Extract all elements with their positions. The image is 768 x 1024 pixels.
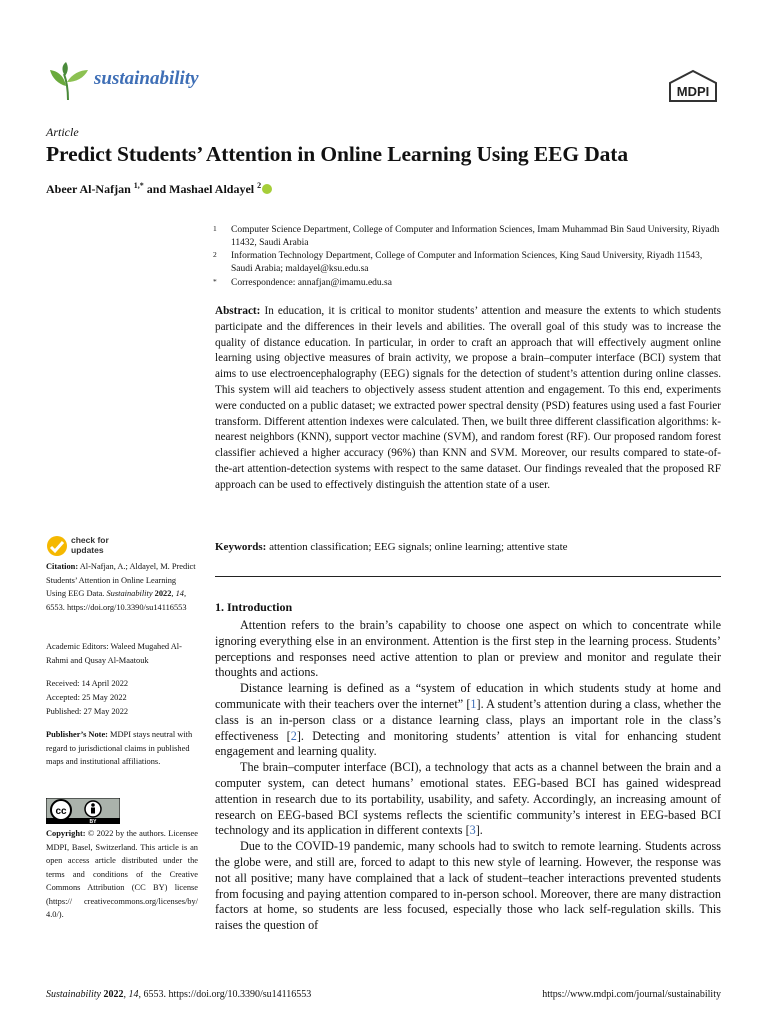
keywords bbox=[215, 541, 721, 553]
section-heading: 1. Introduction bbox=[215, 600, 293, 614]
footer-year: 2022 bbox=[101, 989, 124, 1000]
keywords-label: Keywords: bbox=[215, 541, 267, 553]
copyright-text: © 2022 by the authors. Licensee MDPI, Basel, Switzerland. This article is an open access article distributed under the terms and conditions of the Creative Commons Attribution (CC BY) license (https:// creativecommons.org/licenses/by/ 4.0/). bbox=[46, 829, 198, 919]
orcid-icon[interactable] bbox=[262, 184, 272, 194]
received-date: Received: 14 April 2022 bbox=[46, 679, 129, 688]
citation-link[interactable]: 2 bbox=[290, 728, 297, 743]
abstract-text: In education, it is critical to monitor students’ attention and measure the extents to which students participate and the differences in their levels and abilities. The overall goal of this study was to increase the quality of distance education. In particular, in order to craft an approach that will effectively augment online learning using objective measures of brain activity, we propose a brain–computer interface (BCI) system that aims to use electroencephalography (EEG) signals for the detection of student’s attention during online classes. This system will aid teachers to objectively assess student attention and engagement. To this end, experiments were conducted on a public dataset; we extracted power spectral density (PSD) features using used a fast Fourier transform. Different attention indexes were calculated. Then, we built three different classification algorithms: k-nearest neighbors (KNN), support vector machine (SVM), and random forest (RF). Our proposed random forest classifier achieved a higher accuracy (96%) than KNN and SVM. Moreover, our results compared to state-of-the-art attention-detection systems with respect to the same dataset. Our findings revealed that the proposed RF approach can be used to effectively distinguish the attention state of a user. bbox=[215, 305, 721, 491]
paragraph bbox=[215, 681, 721, 760]
sustainability-logo-icon bbox=[46, 62, 90, 102]
paragraph-text: ]. bbox=[475, 823, 483, 838]
abstract bbox=[215, 304, 721, 494]
footer-citation bbox=[46, 989, 311, 1000]
paper-title: Predict Students’ Attention in Online Learning Using EEG Data bbox=[46, 142, 629, 166]
abstract-label: Abstract: bbox=[215, 305, 261, 317]
footer-journal: Sustainability bbox=[46, 989, 101, 1000]
paragraph-text: ]. A student’s attention during a class, whether the class is an in-person class or a distance learning class, plays an important role in the class’s effectiveness [ bbox=[215, 696, 721, 743]
citation-label: Citation: bbox=[46, 562, 79, 571]
citation-block bbox=[46, 560, 198, 614]
paragraph: Due to the COVID-19 pandemic, many schools had to switch to remote learning. Students across the globe were, and still are, forced to adapt to this new style of learning. However, the response was not all positive; many have complained that a lack of student–teacher interactions prevented students from focusing and paying attention compared to in-person school. Moreover, there are many distraction factors at home, so students are less focused, especially those who lack self-regulation skills. This raises the question of bbox=[215, 839, 721, 933]
section-divider bbox=[215, 576, 721, 577]
citation-text: Al-Nafjan, A.; Aldayel, M. Predict Students’ Attention in Online Learning Using EEG Data. bbox=[46, 562, 196, 598]
affiliation-item bbox=[213, 277, 723, 290]
author-name[interactable]: Mashael Aldayel bbox=[169, 182, 255, 196]
affiliation-text: Information Technology Department, College of Computer and Information Sciences, King Saud University, Riyadh 11543, Saudi Arabia; maldayel@ksu.edu.sa bbox=[231, 251, 703, 274]
affiliation-mark: 1 bbox=[213, 224, 217, 233]
check-line: updates bbox=[71, 544, 104, 555]
academic-editors: Academic Editors: Waleed Mugahed Al-Rahmi and Qusay Al-Maatouk bbox=[46, 642, 182, 665]
check-for-updates-icon bbox=[46, 535, 68, 557]
footer-journal-url[interactable]: https://www.mdpi.com/journal/sustainability bbox=[542, 989, 721, 1000]
article-type: Article bbox=[46, 125, 79, 139]
citation-volume: , 14, bbox=[171, 589, 187, 598]
affiliation-mark: * bbox=[213, 277, 217, 286]
author-conjunction: and bbox=[143, 182, 170, 196]
author-list bbox=[46, 181, 272, 197]
journal-name[interactable]: sustainability bbox=[94, 68, 199, 89]
paragraph-text: The brain–computer interface (BCI), a technology that acts as a channel between the brain and a computer system, can detect humans’ emotional states. EEG-based BCI has gained widespread attention in research due to its portability, usability, and safety. Accordingly, an increasing amount of research on EEG-based BCI systems reflects the scientific community’s interest in EEG-based BCI technology and its application in different contexts [ bbox=[215, 760, 721, 838]
keywords-text: attention classification; EEG signals; online learning; attentive state bbox=[266, 541, 568, 553]
cc-by-license-icon[interactable] bbox=[46, 798, 120, 824]
introduction-body bbox=[215, 618, 721, 934]
accepted-date: Accepted: 25 May 2022 bbox=[46, 693, 127, 702]
check-for-updates-badge[interactable] bbox=[46, 535, 136, 557]
citation-link[interactable]: 1 bbox=[470, 696, 477, 711]
check-for-updates-label bbox=[71, 536, 109, 555]
author-affiliation-mark: 2 bbox=[257, 181, 262, 190]
footer-doi[interactable]: 6553. https://doi.org/10.3390/su14116553 bbox=[141, 989, 312, 1000]
citation-link[interactable]: 3 bbox=[469, 823, 476, 838]
author-name[interactable]: Abeer Al-Nafjan bbox=[46, 182, 131, 196]
copyright-notice bbox=[46, 827, 198, 922]
affiliation-item bbox=[213, 224, 723, 250]
paragraph bbox=[215, 760, 721, 839]
svg-text:cc: cc bbox=[55, 806, 67, 817]
citation-doi[interactable]: 6553. https://doi.org/10.3390/su14116553 bbox=[46, 602, 187, 612]
mdpi-logo-icon[interactable] bbox=[666, 69, 720, 103]
affiliation-mark: 2 bbox=[213, 250, 217, 259]
cc-by-label: BY bbox=[89, 819, 97, 824]
correspondence-text[interactable]: Correspondence: annafjan@imamu.edu.sa bbox=[231, 278, 392, 288]
citation-journal: Sustainability bbox=[106, 589, 153, 598]
citation-year: 2022 bbox=[152, 589, 172, 598]
paragraph-text: ]. Detecting and monitoring students’ attention is vital for enhancing student engagement and learning quality. bbox=[215, 728, 722, 759]
published-date: Published: 27 May 2022 bbox=[46, 707, 129, 716]
publisher-note bbox=[46, 728, 198, 769]
footer-volume: , 14, bbox=[123, 989, 141, 1000]
affiliation-text: Computer Science Department, College of Computer and Information Sciences, Imam Muhammad Bin Saud University, Riyadh 11432, Saudi Arabia bbox=[231, 225, 720, 248]
copyright-label: Copyright: bbox=[46, 829, 86, 838]
paragraph: Attention refers to the brain’s capability to choose one aspect on which to concentrate while ignoring everything else in an environment. Attention is the first step in the learning process. Students’ perceptions and responses need active attention to plan or preview and monitor and regulate their thoughts and actions. bbox=[215, 618, 721, 680]
mdpi-logo-text: MDPI bbox=[676, 84, 710, 99]
paragraph-text: Distance learning is defined as a “system of education in which students study at home and communicate with their teachers over the internet” [ bbox=[215, 681, 721, 711]
author-affiliation-mark: 1,* bbox=[133, 181, 144, 190]
publisher-note-label: Publisher’s Note: bbox=[46, 730, 108, 739]
affiliation-item bbox=[213, 250, 723, 276]
publisher-note-text: MDPI stays neutral with regard to jurisdictional claims in published maps and institutional affiliations. bbox=[46, 730, 193, 766]
check-line: check for bbox=[71, 535, 109, 545]
